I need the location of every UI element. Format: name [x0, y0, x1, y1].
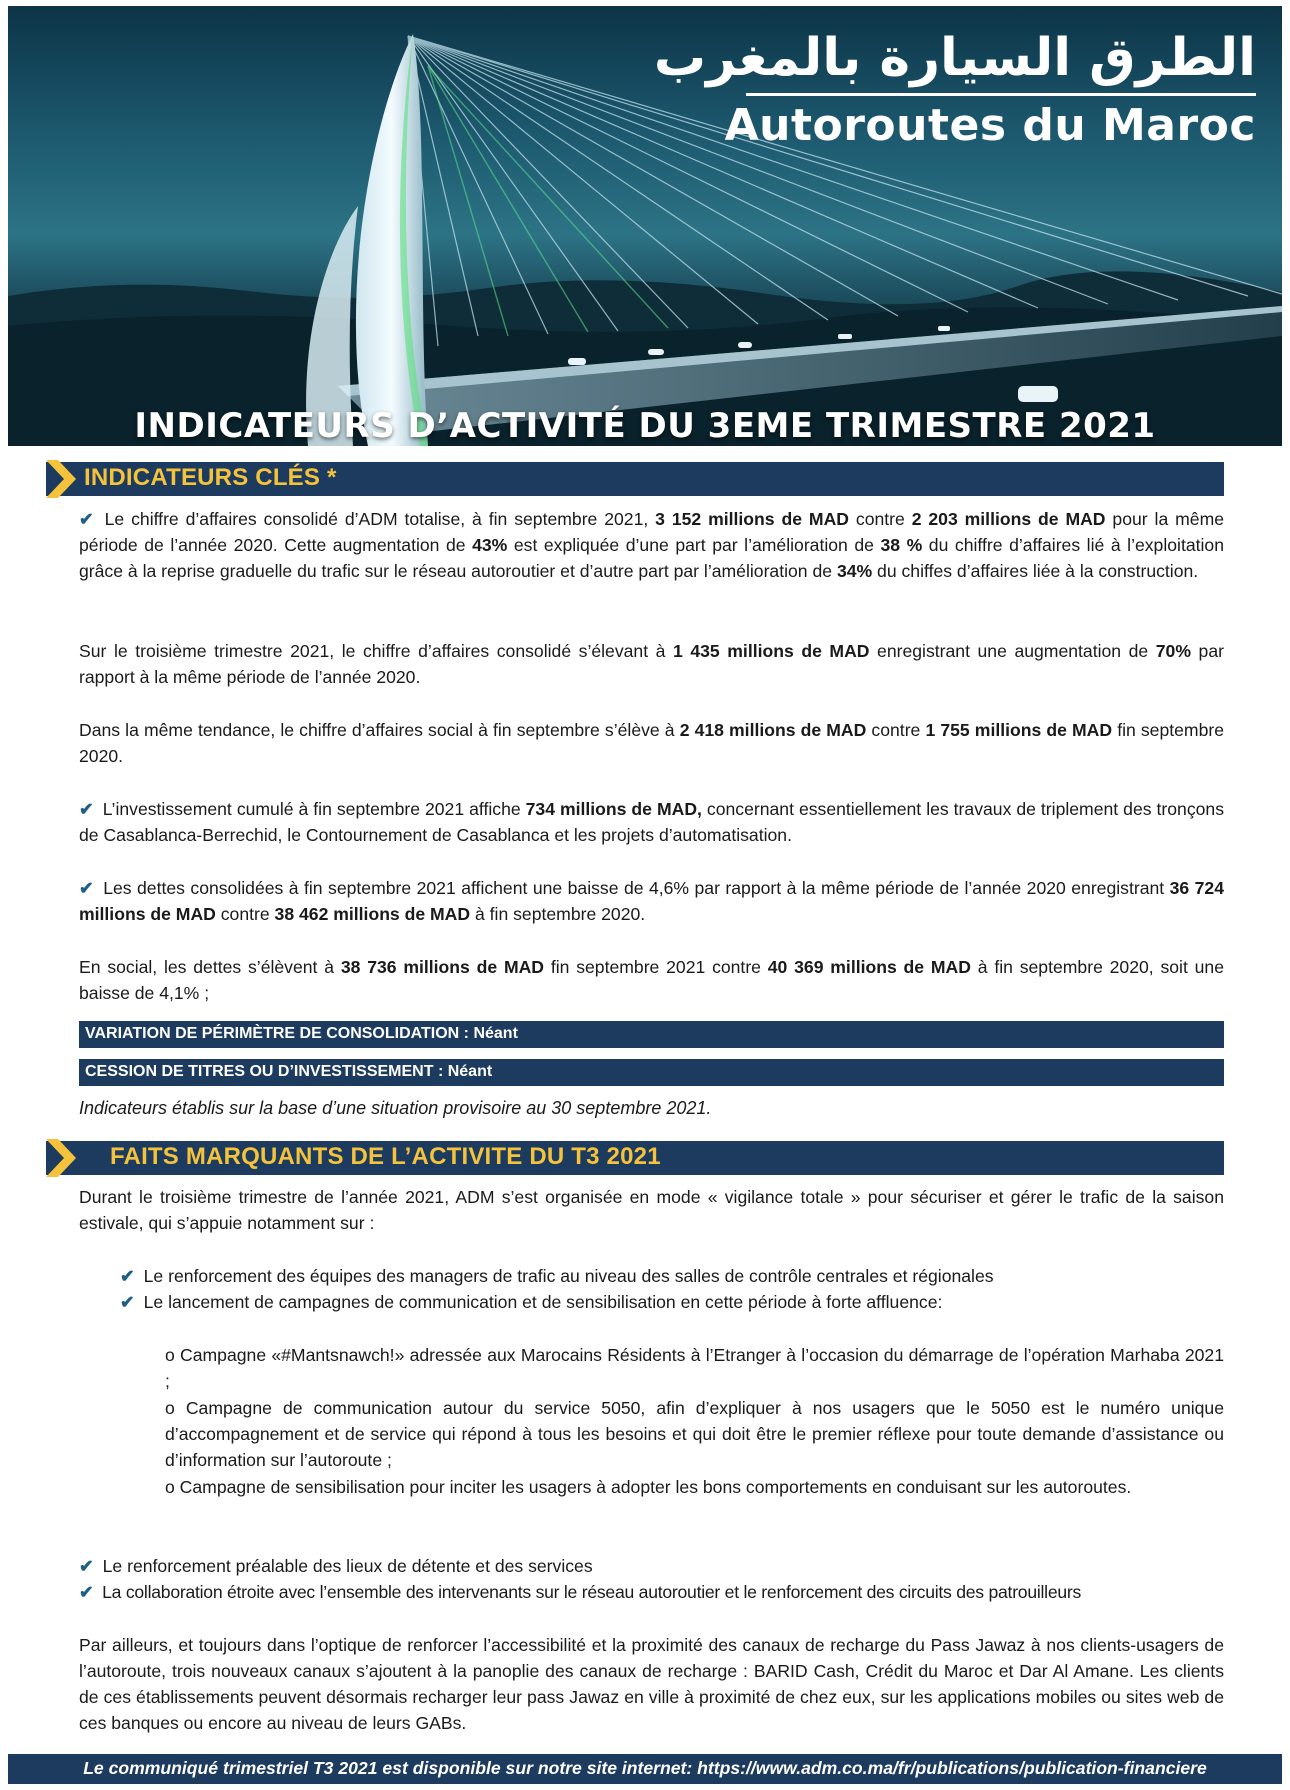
checkmark-icon: ✔ — [79, 878, 94, 898]
checkmark-icon: ✔ — [120, 1292, 135, 1312]
paragraph-social-debt: En social, les dettes s’élèvent à 38 736 millions de MAD fin septembre 2021 contre 40 369 millions de MAD à fin septembre 2020, soit une baisse de 4,1% ; — [79, 957, 1225, 1003]
hero-banner — [8, 6, 1282, 446]
list-item: ✔ Le renforcement préalable des lieux de détente et des services — [79, 1556, 593, 1576]
paragraph-investment: ✔ L’investissement cumulé à fin septembre 2021 affiche 734 millions de MAD, concernant essentiellement les travaux de triplement des tronçons de Casablanca-Berrechid, le Contournement de Casablanca et les projets d’automatisation. — [79, 799, 1224, 845]
list-item: ✔ Le lancement de campagnes de communication et de sensibilisation en cette période à forte affluence: — [120, 1292, 943, 1312]
paragraph-consolidated-debt: ✔ Les dettes consolidées à fin septembre 2021 affichent une baisse de 4,6% par rapport à la même période de l’année 2020 enregistrant 36 724 millions de MAD contre 38 462 millions de MAD à fin septembre 2020. — [79, 878, 1224, 924]
brand-arabic: الطرق السيارة بالمغرب — [653, 28, 1256, 88]
footer-link[interactable]: Le communiqué trimestriel T3 2021 est disponible sur notre site internet: https://www.adm.co.ma/fr/publications/publication-financiere — [8, 1754, 1282, 1784]
paragraph-pass-jawaz: Par ailleurs, et toujours dans l’optique de renforcer l’accessibilité et la proximité des canaux de recharge du Pass Jawaz à nos clients-usagers de l’autoroute, trois nouveaux canaux s’ajoutent à la panoplie des canaux de recharge : BARID Cash, Crédit du Maroc et Dar Al Amane. Les clients de ces établissements peuvent désormais recharger leur pass Jawaz en ville à proximité de chez eux, sur les applications mobiles ou sites web de ces banques ou encore au niveau de leurs GABs. — [79, 1635, 1224, 1733]
brand-french: Autoroutes du Maroc — [724, 100, 1256, 152]
provisional-note: Indicateurs établis sur la base d’une situation provisoire au 30 septembre 2021. — [79, 1098, 712, 1118]
page-title: INDICATEURS D’ACTIVITÉ DU 3EME TRIMESTRE 2021 — [134, 406, 1156, 446]
paragraph-q3-revenue: Sur le troisième trimestre 2021, le chiffre d’affaires consolidé s’élevant à 1 435 millions de MAD enregistrant une augmentation de 70% par rapport à la même période de l’année 2020. — [79, 641, 1224, 687]
securities-sale-bar: CESSION DE TITRES OU D’INVESTISSEMENT : Néant — [79, 1059, 1224, 1086]
chevron-right-icon — [46, 1139, 94, 1177]
sub-list-item: o Campagne de sensibilisation pour inciter les usagers à adopter les bons comportements en conduisant sur les autoroutes. — [165, 1477, 1132, 1497]
consolidation-scope-bar: VARIATION DE PÉRIMÈTRE DE CONSOLIDATION : Néant — [79, 1021, 1224, 1048]
section-title: INDICATEURS CLÉS * — [84, 464, 337, 491]
checkmark-icon: ✔ — [79, 799, 94, 819]
section-title: FAITS MARQUANTS DE L’ACTIVITE DU T3 2021 — [110, 1143, 661, 1170]
section-header-highlights — [46, 1141, 1224, 1175]
list-item: ✔ La collaboration étroite avec l’ensemble des intervenants sur le réseau autoroutier et le renforcement des circuits des patrouilleurs — [79, 1582, 1082, 1602]
brand-logo — [653, 28, 1256, 152]
brand-divider — [746, 93, 1256, 96]
checkmark-icon: ✔ — [79, 1556, 94, 1576]
checkmark-icon: ✔ — [79, 509, 94, 529]
list-item: ✔ Le renforcement des équipes des managers de trafic au niveau des salles de contrôle centrales et régionales — [120, 1266, 994, 1286]
paragraph-revenue: ✔ Le chiffre d’affaires consolidé d’ADM totalise, à fin septembre 2021, 3 152 millions de MAD contre 2 203 millions de MAD pour la même période de l’année 2020. Cette augmentation de 43% est expliquée d’une part par l’amélioration de 38 % du chiffre d’affaires lié à l’exploitation grâce à la reprise graduelle du trafic sur le réseau autoroutier et d’autre part par l’amélioration de 34% du chiffes d’affaires liée à la construction. — [79, 509, 1225, 581]
sub-list-item: o Campagne de communication autour du service 5050, afin d’expliquer à nos usagers que le 5050 est le numéro unique d’accompagnement et de service qui répond à tous les besoins et qui doit être le premier réflexe pour toute demande d’assistance ou d’information sur l’autoroute ; — [165, 1398, 1224, 1470]
checkmark-icon: ✔ — [79, 1582, 94, 1602]
paragraph-social-revenue: Dans la même tendance, le chiffre d’affaires social à fin septembre s’élève à 2 418 millions de MAD contre 1 755 millions de MAD fin septembre 2020. — [79, 720, 1225, 766]
sub-list-item: o Campagne «#Mantsnawch!» adressée aux Marocains Résidents à l’Etranger à l’occasion du démarrage de l’opération Marhaba 2021 ; — [165, 1345, 1224, 1391]
checkmark-icon: ✔ — [120, 1266, 135, 1286]
section-header-key-indicators — [46, 462, 1224, 496]
paragraph-intro: Durant le troisième trimestre de l’année 2021, ADM s’est organisée en mode « vigilance totale » pour sécuriser et gérer le trafic de la saison estivale, qui s’appuie notamment sur : — [79, 1187, 1224, 1233]
